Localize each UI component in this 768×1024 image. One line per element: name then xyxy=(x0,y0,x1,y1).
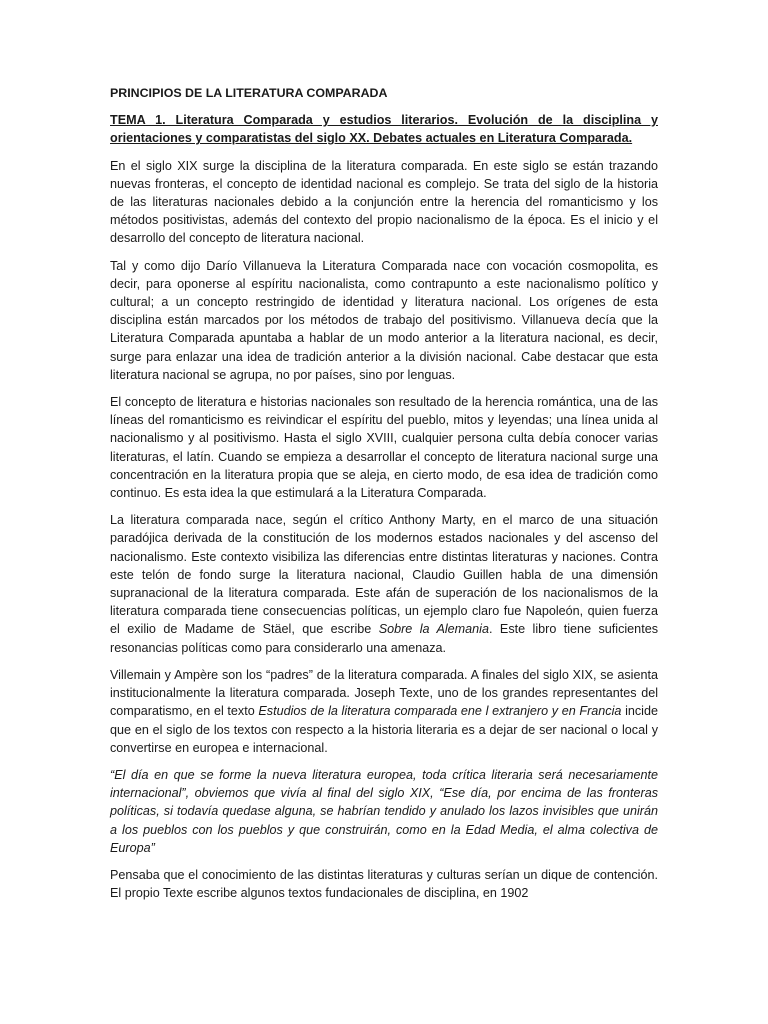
book-title-sobre-la-alemania: Sobre la Alemania xyxy=(378,622,489,637)
paragraph-marty xyxy=(110,511,658,657)
topic-heading: TEMA 1. Literatura Comparada y estudios literarios. Evolución de la disciplina y orientaciones y comparatistas del siglo XX. Debates actuales en Literatura Comparada. xyxy=(110,113,658,146)
paragraph-texte-text: Villemain y Ampère son los “padres” de la literatura comparada. A finales del siglo XIX, se asienta institucionalmente la literatura comparada. Joseph Texte, uno de los grandes representantes del comparatismo, en el texto xyxy=(110,667,658,719)
document-page xyxy=(110,76,658,911)
book-title-estudios: Estudios de la literatura comparada ene l extranjero y en Francia xyxy=(258,704,622,719)
paragraph-marty-text: La literatura comparada nace, según el crítico Anthony Marty, en el marco de una situación paradójica derivada de la constitución de los modernos estados nacionales y del ascenso del nacionalismo. Este contexto visibiliza las diferencias entre distintas literaturas y naciones. Contra este telón de fondo surge la literatura nacional, Claudio Guillen habla de una dimensión supranacional de la literatura comparada. Este afán de superación de los nacionalismos de la literatura comparada tiene consecuencias políticas, un ejemplo claro fue Napoleón, quien fuerza el exilio de Madame de Stäel, que escribe xyxy=(110,513,658,637)
document-title: PRINCIPIOS DE LA LITERATURA COMPARADA xyxy=(110,86,388,100)
paragraph-2: Tal y como dijo Darío Villanueva la Literatura Comparada nace con vocación cosmopolita, es decir, para oponerse al espíritu nacionalista, como contrapunto a este nacionalismo político y cultural; a un concepto restringido de identidad y literatura nacional. Los orígenes de esta disciplina están marcados por los métodos de trabajo del positivismo. Villanueva decía que la Literatura Comparada apuntaba a hablar de un modo anterior a la literatura nacional, es decir, surge para enlazar una idea de tradición anterior a la división nacional. Cabe destacar que esta literatura nacional se agrupa, no por países, sino por lenguas. xyxy=(110,258,658,382)
paragraph-texte-end: incide que en el siglo de los textos con respecto a la historia literaria es a dejar de ser nacional o local y convertirse en europea e internacional. xyxy=(110,704,658,755)
quote-texte: “El día en que se forme la nueva literatura europea, toda crítica literaria será necesariamente internacional”, obviemos que vivía al final del siglo XIX, “Ese día, por encima de las fronteras políticas, si todavía quedase alguna, se habrían tendido y anulado los lazos invisibles que unirán a los pueblos con los pueblos y que construirán, como en la Edad Media, el alma colectiva de Europa” xyxy=(110,767,658,855)
paragraph-3: El concepto de literatura e historias nacionales son resultado de la herencia romántica, una de las líneas del romanticismo es reivindicar el espíritu del pueblo, mitos y leyendas; una línea unida al nacionalismo y al positivismo. Hasta el siglo XVIII, cualquier persona culta debía conocer varias literaturas, el latín. Cuando se empieza a desarrollar el concepto de literatura nacional surge una concentración en la literatura propia que se aleja, en cierto modo, de esa idea de tradición como continuo. Es esta idea la que estimulará a la Literatura Comparada. xyxy=(110,395,658,501)
paragraph-texte xyxy=(110,666,658,757)
last-paragraph: Pensaba que el conocimiento de las distintas literaturas y culturas serían un dique de contención. El propio Texte escribe algunos textos fundacionales de disciplina, en 1902 xyxy=(110,867,658,901)
paragraph-marty-end: . Este libro tiene suficientes resonancias políticas como para considerarlo una amenaza. xyxy=(110,622,658,655)
paragraph-1: En el siglo XIX surge la disciplina de la literatura comparada. En este siglo se están trazando nuevas fronteras, el concepto de identidad nacional es complejo. Se trata del siglo de la historia de las literaturas nacionales debido a la conjunción entre la herencia del romanticismo y los métodos positivistas, además del contexto del propio nacionalismo de la época. Es el inicio y el desarrollo del concepto de literatura nacional. xyxy=(110,158,658,246)
